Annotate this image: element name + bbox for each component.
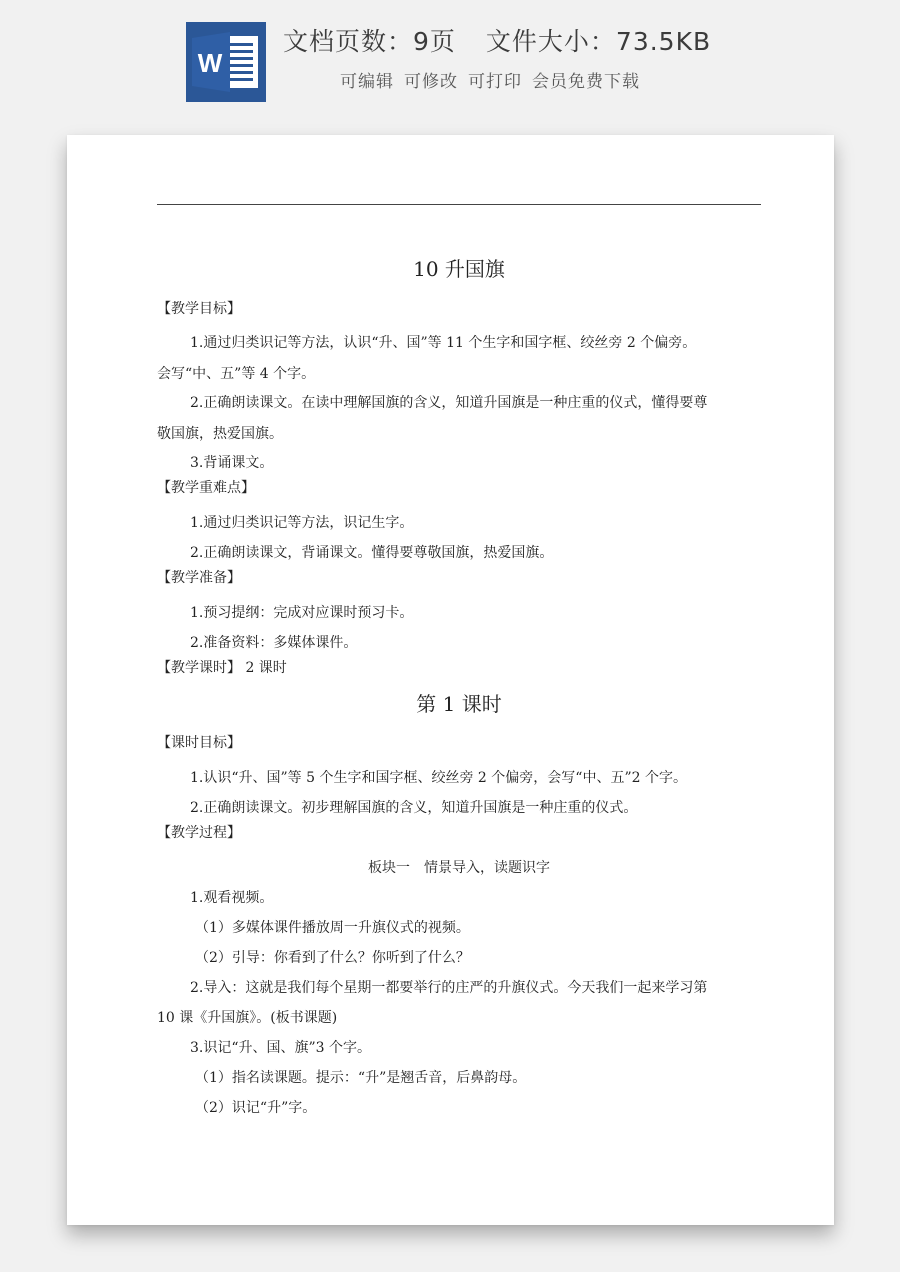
page-count: 文档页数：9页 [283,27,456,56]
block-1-title: 板块一 情景导入，读题识字 [368,860,550,876]
goal-3: 3.背诵课文。 [190,455,274,471]
goals-heading: 【教学目标】 [157,301,241,317]
header-rule [157,204,761,205]
file-info-title [283,22,711,58]
lesson-title: 第 1 课时 [416,692,502,716]
process-step-3-1: （1）指名读课题。提示：“升”是翘舌音，后鼻韵母。 [195,1070,527,1086]
class-hours: 【教学课时】 2 课时 [157,660,287,676]
download-info-header [0,0,900,120]
feature-list [340,67,650,92]
process-step-1-2: （2）引导：你看到了什么？你听到了什么？ [195,950,470,966]
preparation-heading: 【教学准备】 [157,570,241,586]
svg-text:W: W [197,48,223,78]
process-step-3-2: （2）识记“升”字。 [195,1100,317,1116]
goal-1-line-2: 会写“中、五”等 4 个字。 [157,366,316,382]
document-page [67,135,834,1225]
lesson-goals-heading: 【课时目标】 [157,735,241,751]
key-points-heading: 【教学重难点】 [157,480,255,496]
file-size: 文件大小：73.5KB [485,27,712,56]
feature-editable: 可编辑 [340,72,394,92]
process-step-3: 3.识记“升、国、旗”3 个字。 [190,1040,372,1056]
key-point-1: 1.通过归类识记等方法，识记生字。 [190,515,414,531]
lesson-goal-2: 2.正确朗读课文。初步理解国旗的含义，知道升国旗是一种庄重的仪式。 [190,800,638,816]
process-step-2-line-2: 10 课《升国旗》。(板书课题) [157,1010,338,1026]
word-document-icon [186,22,266,102]
lesson-goal-1: 1.认识“升、国”等 5 个生字和国字框、绞丝旁 2 个偏旁，会写“中、五”2 个字。 [190,770,687,786]
process-step-1-1: （1）多媒体课件播放周一升旗仪式的视频。 [195,920,470,936]
process-step-1: 1.观看视频。 [190,890,274,906]
preparation-1: 1.预习提纲：完成对应课时预习卡。 [190,605,414,621]
feature-free-download: 会员免费下载 [532,72,640,92]
goal-1-line-1: 1.通过归类识记等方法，认识“升、国”等 11 个生字和国字框、绞丝旁 2 个偏旁。 [190,335,697,351]
key-point-2: 2.正确朗读课文，背诵课文。懂得要尊敬国旗，热爱国旗。 [190,545,554,561]
feature-printable: 可打印 [468,72,522,92]
preparation-2: 2.准备资料：多媒体课件。 [190,635,358,651]
process-heading: 【教学过程】 [157,825,241,841]
feature-modifiable: 可修改 [404,72,458,92]
process-step-2-line-1: 2.导入：这就是我们每个星期一都要举行的庄严的升旗仪式。今天我们一起来学习第 [190,980,708,996]
goal-2-line-1: 2.正确朗读课文。在读中理解国旗的含义，知道升国旗是一种庄重的仪式，懂得要尊 [190,395,708,411]
goal-2-line-2: 敬国旗，热爱国旗。 [157,426,283,442]
document-title: 10 升国旗 [413,257,505,281]
